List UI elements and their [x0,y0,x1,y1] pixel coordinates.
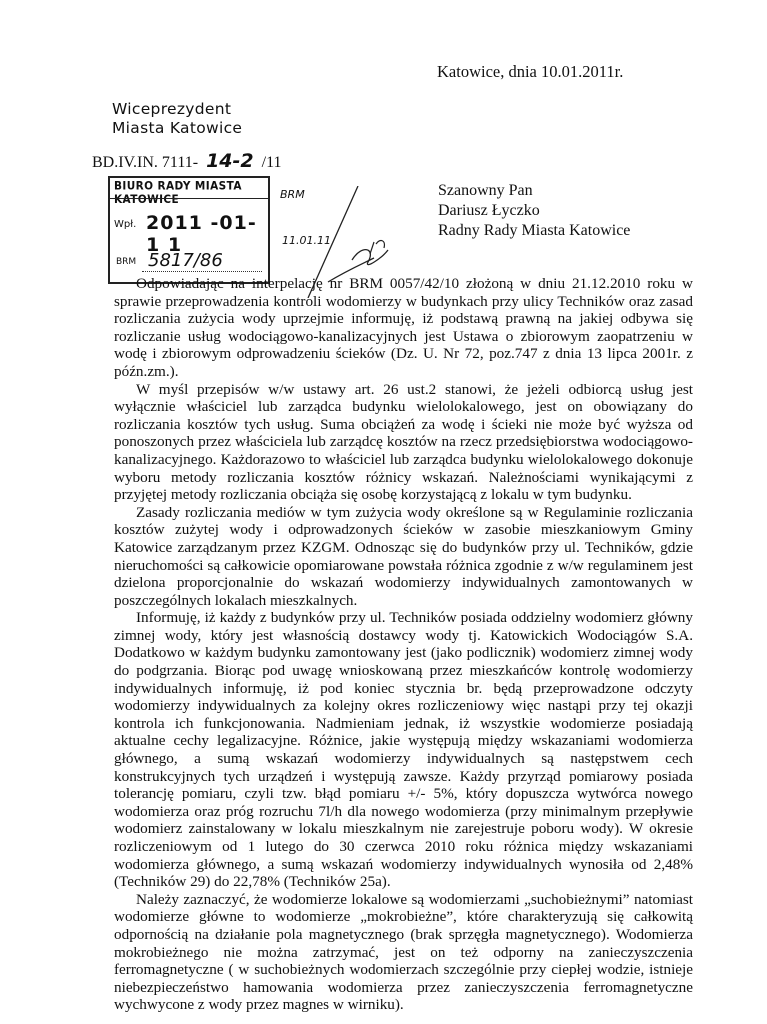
reference-suffix: /11 [261,154,282,171]
stamp-brm-number: 5817/86 [148,250,223,271]
stamp-title: BIURO RADY MIASTA KATOWICE [114,179,242,207]
stamp-brm-label: BRM [116,257,137,267]
reference-handwritten: 14-2 [206,150,254,172]
recipient-salutation: Szanowny Pan [438,182,533,199]
recipient-role: Radny Rady Miasta Katowice [438,222,631,239]
reference-prefix: BD.IV.IN. 7111- [92,154,199,171]
body-paragraph-4: Informuję, iż każdy z budynków przy ul. Techników posiada oddzielny wodomierz główny zimnej wody, który jest własnością dostawcy wody tj. Katowickich Wodociągów S.A. Dodatkowo w każdym budynku zamontowany jest (jako podlicznik) wodomierz zimnej wody do podgrzania. Biorąc pod uwagę wnioskowaną przez mieszkańców kontrolę wodomierzy indywidualnych informuję, iż pod koniec stycznia br. będą przeprowadzone odczyty wodomierzy indywidualnych za kolejny okres rozliczeniowy więc nastąpi przy tej okazji kontrola ich funkcjonowania. Nadmieniam jednak, iż wszystkie wodomierze posiadają aktualne cechy legalizacyjne. Różnice, jakie występują między wskazaniami wodomierza głównego, a sumą wskazań wodomierzy indywidualnych są następstwem cech konstrukcyjnych tych urządzeń i występują zawsze. Każdy przyrząd pomiarowy posiada tolerancję pomiaru, czyli tzw. błąd pomiaru +/- 5%, który dopuszcza wytwórca nowego wodomierza oraz próg rozruchu 7l/h dla nowego wodomierza (przy minimalnym przepływie wodomierz zainstalowany w lokalu mieszkalnym nie zarejestruje poboru wody). W okresie rozliczeniowym od 1 lutego do 30 czerwca 2010 roku różnica między wskazaniami wodomierza głównego, a sumą wskazań wodomierzy indywidualnych wynosiła od 2,48% (Techników 29) do 22,78% (Techników 25a). [114,609,693,891]
body-paragraph-3: Zasady rozliczania mediów w tym zużycia wody określone są w Regulaminie rozliczania kosztów zużytej wody i odprowadzonych ścieków w zasobie mieszkaniowym Gminy Katowice zarządzanym przez KZGM. Odnosząc się do budynków przy ul. Techników, gdzie nieruchomości są całkowicie opomiarowane powstała różnica zgodnie z w/w regulaminem jest dzielona proporcjonalnie do wskazań wodomierzy indywidualnych zamontowanych w poszczególnych lokalach mieszkalnych. [114,503,693,609]
body-paragraph-5: Należy zaznaczyć, że wodomierze lokalowe są wodomierzami „suchobieżnymi” natomiast wodomierze główne to wodomierze „mokrobieżne”, które charakteryzują się całkowitą odpornością na działanie pola magnetycznego (brak sprzęgła magnetycznego). Wodomierza mokrobieżnego nie można zatrzymać, jest on też odporny na zanieczyszczenia ferromagnetyczne ( w suchobieżnych wodomierzach szczególnie przy ciepłej wodzie, istnieje niebezpieczeństwo hamowania wodomierza przez zanieczyszczenia ferromagnetyczne wychwycone z wody przez magnes w wirniku). [114,890,693,1014]
issuer-block [112,100,242,138]
stamp-received-label: Wpł. [114,219,137,230]
stamp-divider [110,198,268,199]
place-date: Katowice, dnia 10.01.2011r. [437,62,624,81]
recipient-block [438,181,630,241]
handwritten-date-note: 11.01.11 [282,234,331,247]
letter-body [114,275,693,1014]
registry-stamp [108,176,270,284]
stamp-received-date: 2011 -01- 1 1 [146,212,257,256]
reference-number [92,150,281,172]
handwritten-brm-note: BRM [280,188,305,201]
body-paragraph-2: W myśl przepisów w/w ustawy art. 26 ust.2 stanowi, że jeżeli odbiorcą usług jest wyłącznie właściciel lub zarządca budynku wielolokalowego, jest on obowiązany do rozliczania kosztów tych usług. Suma obciążeń za wodę i ścieki nie może być wyższa od ponoszonych przez właściciela lub zarządcę kosztów na rzecz przedsiębiorstwa wodociągowo-kanalizacyjnego. Każdorazowo to właściciel lub zarządca budynku wielolokalowego dokonuje wyboru metody rozliczania kosztów różnicy wskazań. Należnościami wynikającymi z przyjętej metody rozliczania obciąża się osobę korzystającą z lokalu w tym budynku. [114,380,693,504]
issuer-city: Miasta Katowice [112,119,243,137]
recipient-name: Dariusz Łyczko [438,202,540,219]
body-paragraph-1: Odpowiadając na interpelację nr BRM 0057/42/10 złożoną w dniu 21.12.2010 roku w sprawie przeprowadzenia kontroli wodomierzy w budynkach przy ulicy Techników oraz zasad rozliczania zużycia wody uprzejmie informuję, iż podstawą prawną na jakiej odbywa się rozliczanie usług wodociągowo-kanalizacyjnych jest Ustawa o zbiorowym zaopatrzeniu w wodę i zbiorowym odprowadzeniu ścieków (Dz. U. Nr 72, poz.747 z dnia 13 lipca 2001r. z późn.zm.). [114,275,693,380]
issuer-title: Wiceprezydent [112,100,232,118]
stamp-dotted-line [142,271,262,272]
